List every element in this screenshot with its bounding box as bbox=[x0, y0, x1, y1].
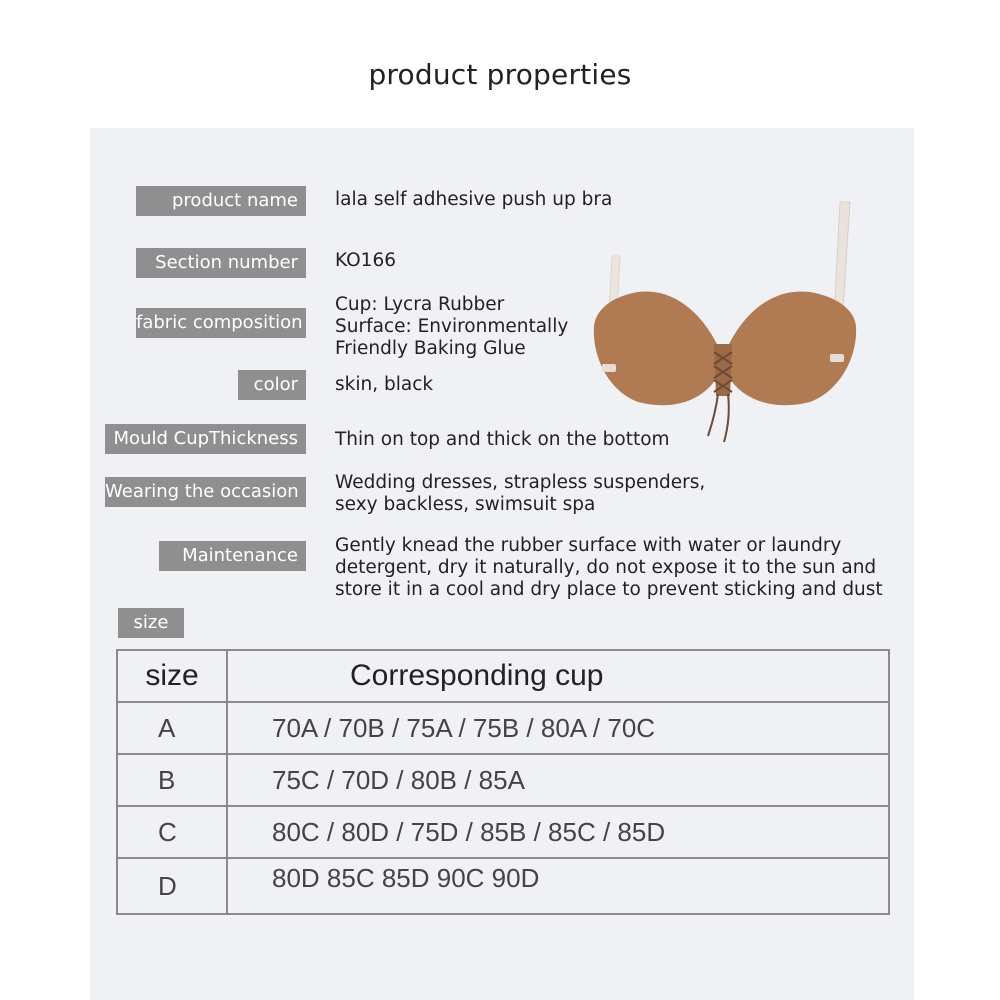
strap-hook-left bbox=[602, 364, 616, 372]
cup-cell: 80D 85C 85D 90C 90D bbox=[227, 858, 889, 914]
label-maintenance: Maintenance bbox=[159, 541, 306, 571]
value-section-number: KO166 bbox=[335, 250, 396, 271]
value-maintenance: Gently knead the rubber surface with water or laundry detergent, dry it naturally, do not expose it to the sun and store it in a cool and dry place to prevent sticking and dust bbox=[335, 535, 883, 600]
page-title: product properties bbox=[368, 58, 632, 91]
table-row bbox=[117, 858, 889, 914]
size-cell: B bbox=[117, 754, 227, 806]
cup-cell: 80C / 80D / 75D / 85B / 85C / 85D bbox=[227, 806, 889, 858]
label-color: color bbox=[238, 370, 306, 400]
value-wearing-occasion: Wedding dresses, strapless suspenders, sexy backless, swimsuit spa bbox=[335, 472, 706, 515]
header-size: size bbox=[117, 650, 227, 702]
table-row bbox=[117, 754, 889, 806]
table-row bbox=[117, 806, 889, 858]
right-cup bbox=[728, 291, 856, 405]
label-size: size bbox=[118, 608, 184, 638]
size-cell: C bbox=[117, 806, 227, 858]
cup-cell: 70A / 70B / 75A / 75B / 80A / 70C bbox=[227, 702, 889, 754]
label-product-name: product name bbox=[136, 186, 306, 216]
label-fabric-composition: fabric composition bbox=[136, 308, 306, 338]
left-cup bbox=[594, 291, 718, 405]
size-table-header bbox=[117, 650, 889, 702]
strap-hook-right bbox=[830, 354, 844, 362]
header-corresponding-cup: Corresponding cup bbox=[227, 650, 889, 702]
value-fabric-composition: Cup: Lycra Rubber Surface: Environmentally Friendly Baking Glue bbox=[335, 294, 569, 359]
value-product-name: lala self adhesive push up bra bbox=[335, 189, 613, 210]
value-mould-cup-thickness: Thin on top and thick on the bottom bbox=[335, 429, 670, 450]
product-photo bbox=[578, 196, 878, 456]
size-cell: A bbox=[117, 702, 227, 754]
value-color: skin, black bbox=[335, 374, 434, 395]
cup-cell: 75C / 70D / 80B / 85A bbox=[227, 754, 889, 806]
label-section-number: Section number bbox=[136, 248, 306, 278]
label-mould-cup-thickness: Mould CupThickness bbox=[105, 424, 306, 454]
center-gore bbox=[714, 344, 732, 396]
label-wearing-occasion: Wearing the occasion bbox=[105, 477, 306, 507]
size-cell: D bbox=[117, 858, 227, 914]
table-row bbox=[117, 702, 889, 754]
size-table bbox=[116, 649, 890, 915]
